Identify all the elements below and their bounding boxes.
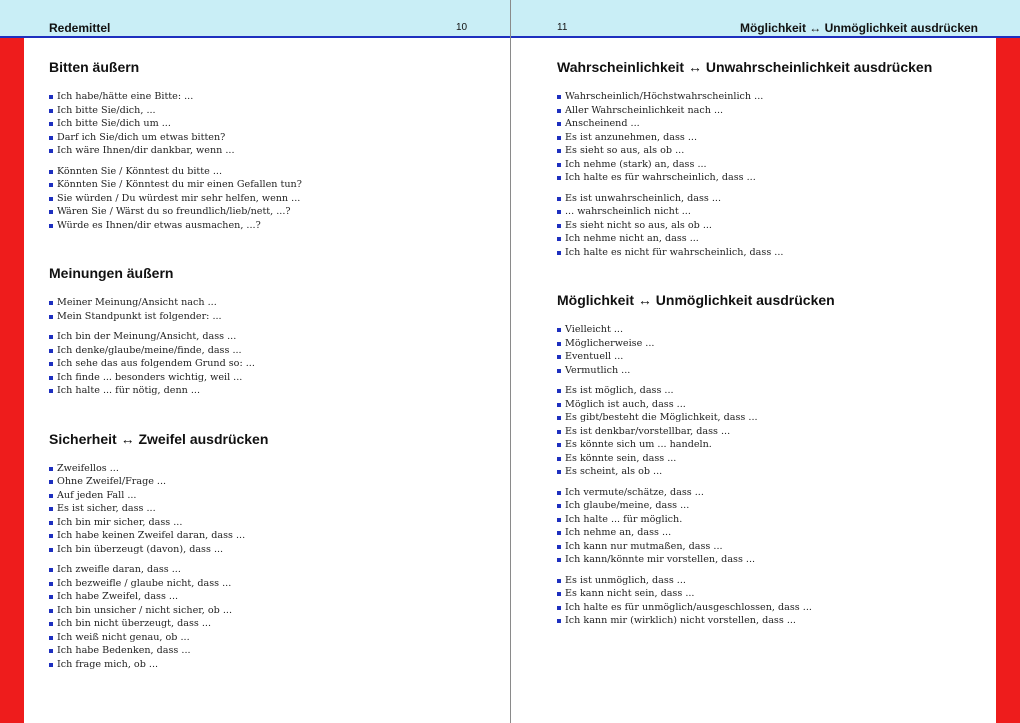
phrase-text: Es ist anzunehmen, dass ... bbox=[565, 131, 697, 143]
list-item bbox=[49, 590, 469, 604]
phrase-text: Es scheint, als ob ... bbox=[565, 466, 663, 477]
phrase-group bbox=[49, 330, 469, 398]
phrase-text: Ich halte es für wahrscheinlich, dass ... bbox=[565, 172, 756, 183]
square-bullet-icon bbox=[557, 403, 561, 407]
square-bullet-icon bbox=[49, 548, 53, 552]
list-item bbox=[49, 357, 469, 371]
phrase-text: Es könnte sein, dass ... bbox=[565, 452, 677, 464]
square-bullet-icon bbox=[49, 467, 53, 471]
square-bullet-icon bbox=[49, 595, 53, 599]
phrase-text: Es kann nicht sein, dass ... bbox=[565, 588, 695, 599]
list-item bbox=[557, 144, 977, 158]
phrase-text: Es gibt/besteht die Möglichkeit, dass ... bbox=[565, 412, 758, 423]
list-item bbox=[49, 502, 469, 516]
phrase-group bbox=[557, 90, 977, 185]
square-bullet-icon bbox=[557, 251, 561, 255]
phrase-text: Ich bin überzeugt (davon), dass ... bbox=[57, 543, 224, 555]
list-item bbox=[49, 165, 469, 179]
list-item bbox=[49, 563, 469, 577]
square-bullet-icon bbox=[557, 149, 561, 153]
phrase-text: Ich kann mir (wirklich) nicht vorstellen, dass ... bbox=[565, 615, 796, 626]
list-item bbox=[557, 526, 977, 540]
phrase-group bbox=[49, 90, 469, 158]
list-item bbox=[557, 587, 977, 601]
phrase-text: Ich halte ... für nötig, denn ... bbox=[57, 385, 200, 396]
list-item bbox=[49, 529, 469, 543]
right-page bbox=[510, 0, 1020, 723]
phrase-text: Es sieht so aus, als ob ... bbox=[565, 145, 685, 156]
list-item bbox=[49, 543, 469, 557]
phrase-text: Ich bin der Meinung/Ansicht, dass ... bbox=[57, 331, 237, 342]
section-title: Meinungen äußern bbox=[49, 265, 174, 281]
square-bullet-icon bbox=[557, 197, 561, 201]
square-bullet-icon bbox=[49, 136, 53, 140]
square-bullet-icon bbox=[49, 376, 53, 380]
phrase-text: Wären Sie / Wärst du so freundlich/lieb/nett, ...? bbox=[57, 206, 291, 217]
square-bullet-icon bbox=[49, 183, 53, 187]
left-red-margin-bar bbox=[0, 38, 24, 723]
square-bullet-icon bbox=[557, 389, 561, 393]
square-bullet-icon bbox=[49, 582, 53, 586]
phrase-text: Meiner Meinung/Ansicht nach ... bbox=[57, 297, 217, 308]
list-item bbox=[49, 489, 469, 503]
list-item bbox=[557, 452, 977, 466]
phrase-text: Ich nehme nicht an, dass ... bbox=[565, 233, 699, 244]
square-bullet-icon bbox=[557, 369, 561, 373]
list-item bbox=[557, 337, 977, 351]
phrase-text: Ohne Zweifel/Frage ... bbox=[57, 476, 167, 487]
phrase-text: Auf jeden Fall ... bbox=[57, 489, 137, 501]
list-item bbox=[557, 614, 977, 628]
list-item bbox=[49, 104, 469, 118]
square-bullet-icon bbox=[557, 210, 561, 214]
list-item bbox=[49, 192, 469, 206]
square-bullet-icon bbox=[49, 149, 53, 153]
phrase-text: Ich halte es für unmöglich/ausgeschlossen, dass ... bbox=[565, 601, 812, 613]
phrase-text: Möglich ist auch, dass ... bbox=[565, 398, 686, 410]
square-bullet-icon bbox=[49, 197, 53, 201]
square-bullet-icon bbox=[557, 545, 561, 549]
list-item bbox=[557, 465, 977, 479]
phrase-text: Ich finde ... besonders wichtig, weil ... bbox=[57, 371, 243, 383]
phrase-text: Ich glaube/meine, dass ... bbox=[565, 500, 690, 511]
list-item bbox=[49, 371, 469, 385]
list-item bbox=[49, 131, 469, 145]
phrase-text: Ich kann nur mutmaßen, dass ... bbox=[565, 540, 723, 552]
square-bullet-icon bbox=[49, 349, 53, 353]
phrase-text: Es ist unwahrscheinlich, dass ... bbox=[565, 192, 722, 204]
phrase-text: Ich habe Zweifel, dass ... bbox=[57, 591, 179, 602]
list-item bbox=[49, 516, 469, 530]
phrase-text: Ich nehme an, dass ... bbox=[565, 527, 672, 538]
phrase-text: Ich denke/glaube/meine/finde, dass ... bbox=[57, 344, 242, 356]
square-bullet-icon bbox=[49, 568, 53, 572]
phrase-text: Zweifellos ... bbox=[57, 462, 119, 474]
list-item bbox=[49, 462, 469, 476]
phrase-text: Ich wäre Ihnen/dir dankbar, wenn ... bbox=[57, 145, 235, 156]
square-bullet-icon bbox=[557, 518, 561, 522]
section bbox=[557, 58, 977, 259]
square-bullet-icon bbox=[49, 301, 53, 305]
phrase-text: Ich habe/hätte eine Bitte: ... bbox=[57, 91, 194, 102]
list-item bbox=[557, 513, 977, 527]
left-page-number: 10 bbox=[456, 22, 468, 33]
list-item bbox=[49, 219, 469, 233]
square-bullet-icon bbox=[557, 558, 561, 562]
section bbox=[49, 430, 469, 672]
square-bullet-icon bbox=[557, 163, 561, 167]
list-item bbox=[49, 384, 469, 398]
square-bullet-icon bbox=[557, 579, 561, 583]
square-bullet-icon bbox=[49, 534, 53, 538]
list-item bbox=[557, 499, 977, 513]
phrase-text: Würde es Ihnen/dir etwas ausmachen, ...? bbox=[57, 219, 261, 231]
list-item bbox=[49, 475, 469, 489]
right-red-margin-bar bbox=[996, 38, 1020, 723]
phrase-group bbox=[49, 165, 469, 233]
phrase-text: Könnten Sie / Könntest du mir einen Gefallen tun? bbox=[57, 179, 302, 190]
section-title: Bitten äußern bbox=[49, 59, 140, 75]
square-bullet-icon bbox=[557, 136, 561, 140]
phrase-text: Eventuell ... bbox=[565, 351, 624, 362]
phrase-text: Ich bin mir sicher, dass ... bbox=[57, 516, 183, 528]
square-bullet-icon bbox=[557, 224, 561, 228]
square-bullet-icon bbox=[49, 109, 53, 113]
list-item bbox=[557, 438, 977, 452]
square-bullet-icon bbox=[49, 122, 53, 126]
phrase-text: Ich nehme (stark) an, dass ... bbox=[565, 158, 707, 170]
phrase-text: Möglicherweise ... bbox=[565, 337, 655, 349]
phrase-text: Vielleicht ... bbox=[565, 324, 623, 335]
square-bullet-icon bbox=[557, 606, 561, 610]
square-bullet-icon bbox=[49, 95, 53, 99]
list-item bbox=[557, 246, 977, 260]
square-bullet-icon bbox=[49, 521, 53, 525]
list-item bbox=[557, 171, 977, 185]
section bbox=[49, 58, 469, 232]
list-item bbox=[557, 117, 977, 131]
square-bullet-icon bbox=[557, 619, 561, 623]
phrase-text: Es könnte sich um ... handeln. bbox=[565, 439, 712, 450]
phrase-text: Es ist möglich, dass ... bbox=[565, 385, 674, 396]
right-header-title: Möglichkeit ↔ Unmöglichkeit ausdrücken bbox=[739, 21, 978, 35]
square-bullet-icon bbox=[49, 362, 53, 366]
phrase-text: Vermutlich ... bbox=[565, 364, 631, 376]
phrase-text: Sie würden / Du würdest mir sehr helfen, wenn ... bbox=[57, 192, 301, 204]
list-item bbox=[49, 330, 469, 344]
phrase-text: Aller Wahrscheinlichkeit nach ... bbox=[565, 104, 724, 116]
list-item bbox=[557, 553, 977, 567]
phrase-text: Ich halte ... für möglich. bbox=[565, 513, 683, 525]
phrase-text: ... wahrscheinlich nicht ... bbox=[565, 206, 691, 217]
phrase-text: Ich bitte Sie/dich, ... bbox=[57, 104, 156, 116]
list-item bbox=[557, 411, 977, 425]
square-bullet-icon bbox=[557, 531, 561, 535]
list-item bbox=[49, 205, 469, 219]
phrase-text: Es ist unmöglich, dass ... bbox=[565, 574, 686, 586]
list-item bbox=[49, 117, 469, 131]
phrase-text: Anscheinend ... bbox=[565, 118, 640, 129]
list-item bbox=[557, 425, 977, 439]
section-title: Sicherheit ↔ Zweifel ausdrücken bbox=[49, 430, 269, 447]
square-bullet-icon bbox=[557, 416, 561, 420]
phrase-text: Ich bin nicht überzeugt, dass ... bbox=[57, 618, 212, 629]
square-bullet-icon bbox=[557, 122, 561, 126]
list-item bbox=[557, 574, 977, 588]
section bbox=[557, 291, 977, 628]
phrase-text: Ich bitte Sie/dich um ... bbox=[57, 118, 171, 129]
square-bullet-icon bbox=[557, 355, 561, 359]
square-bullet-icon bbox=[557, 109, 561, 113]
square-bullet-icon bbox=[557, 430, 561, 434]
square-bullet-icon bbox=[49, 210, 53, 214]
square-bullet-icon bbox=[557, 95, 561, 99]
list-item bbox=[49, 144, 469, 158]
phrase-text: Ich vermute/schätze, dass ... bbox=[565, 486, 704, 498]
list-item bbox=[557, 486, 977, 500]
list-item bbox=[557, 158, 977, 172]
square-bullet-icon bbox=[49, 649, 53, 653]
list-item bbox=[49, 178, 469, 192]
list-item bbox=[557, 384, 977, 398]
square-bullet-icon bbox=[49, 494, 53, 498]
square-bullet-icon bbox=[49, 224, 53, 228]
phrase-text: Ich zweifle daran, dass ... bbox=[57, 564, 181, 575]
square-bullet-icon bbox=[49, 636, 53, 640]
section bbox=[49, 264, 469, 398]
list-item bbox=[557, 323, 977, 337]
right-page-number: 11 bbox=[557, 22, 568, 33]
square-bullet-icon bbox=[557, 443, 561, 447]
square-bullet-icon bbox=[49, 663, 53, 667]
list-item bbox=[557, 232, 977, 246]
left-page-header bbox=[0, 0, 510, 38]
phrase-group bbox=[557, 574, 977, 628]
phrase-group bbox=[557, 192, 977, 260]
section-title: Möglichkeit ↔ Unmöglichkeit ausdrücken bbox=[557, 292, 835, 308]
right-page-header bbox=[511, 0, 1020, 38]
square-bullet-icon bbox=[49, 507, 53, 511]
list-item bbox=[49, 344, 469, 358]
square-bullet-icon bbox=[557, 504, 561, 508]
phrase-group bbox=[557, 323, 977, 377]
phrase-text: Ich habe Bedenken, dass ... bbox=[57, 645, 191, 656]
phrase-text: Könnten Sie / Könntest du bitte ... bbox=[57, 165, 223, 177]
phrase-group bbox=[557, 384, 977, 479]
square-bullet-icon bbox=[49, 609, 53, 613]
phrase-text: Es ist sicher, dass ... bbox=[57, 503, 156, 514]
phrase-text: Ich habe keinen Zweifel daran, dass ... bbox=[57, 530, 246, 541]
list-item bbox=[557, 131, 977, 145]
phrase-text: Es sieht nicht so aus, als ob ... bbox=[565, 219, 712, 231]
list-item bbox=[49, 577, 469, 591]
list-item bbox=[49, 90, 469, 104]
phrase-text: Ich frage mich, ob ... bbox=[57, 658, 159, 670]
square-bullet-icon bbox=[557, 491, 561, 495]
phrase-group bbox=[49, 462, 469, 557]
left-header-title: Redemittel bbox=[49, 21, 111, 35]
list-item bbox=[557, 219, 977, 233]
list-item bbox=[49, 604, 469, 618]
list-item bbox=[49, 644, 469, 658]
phrase-group bbox=[49, 296, 469, 323]
phrase-text: Ich weiß nicht genau, ob ... bbox=[57, 631, 190, 643]
phrase-text: Ich kann/könnte mir vorstellen, dass ... bbox=[565, 554, 756, 565]
section-title: Wahrscheinlichkeit ↔ Unwahrscheinlichkeit ausdrücken bbox=[557, 59, 933, 75]
list-item bbox=[557, 205, 977, 219]
list-item bbox=[49, 296, 469, 310]
list-item bbox=[557, 601, 977, 615]
right-page-content bbox=[557, 58, 977, 660]
square-bullet-icon bbox=[557, 470, 561, 474]
list-item bbox=[49, 631, 469, 645]
square-bullet-icon bbox=[49, 170, 53, 174]
square-bullet-icon bbox=[557, 237, 561, 241]
list-item bbox=[557, 364, 977, 378]
square-bullet-icon bbox=[557, 592, 561, 596]
square-bullet-icon bbox=[49, 480, 53, 484]
square-bullet-icon bbox=[49, 389, 53, 393]
square-bullet-icon bbox=[49, 335, 53, 339]
square-bullet-icon bbox=[557, 176, 561, 180]
phrase-group bbox=[49, 563, 469, 671]
list-item bbox=[557, 350, 977, 364]
square-bullet-icon bbox=[49, 315, 53, 319]
list-item bbox=[49, 617, 469, 631]
list-item bbox=[557, 398, 977, 412]
phrase-text: Ich sehe das aus folgendem Grund so: ... bbox=[57, 358, 255, 369]
phrase-text: Mein Standpunkt ist folgender: ... bbox=[57, 310, 222, 322]
list-item bbox=[557, 192, 977, 206]
phrase-text: Darf ich Sie/dich um etwas bitten? bbox=[57, 131, 226, 143]
left-page-content bbox=[49, 58, 469, 703]
square-bullet-icon bbox=[49, 622, 53, 626]
square-bullet-icon bbox=[557, 457, 561, 461]
phrase-text: Ich halte es nicht für wahrscheinlich, dass ... bbox=[565, 246, 784, 258]
phrase-text: Es ist denkbar/vorstellbar, dass ... bbox=[565, 425, 731, 437]
phrase-text: Ich bin unsicher / nicht sicher, ob ... bbox=[57, 604, 232, 616]
list-item bbox=[557, 104, 977, 118]
list-item bbox=[557, 540, 977, 554]
square-bullet-icon bbox=[557, 342, 561, 346]
phrase-text: Wahrscheinlich/Höchstwahrscheinlich ... bbox=[565, 91, 764, 102]
list-item bbox=[557, 90, 977, 104]
list-item bbox=[49, 658, 469, 672]
square-bullet-icon bbox=[557, 328, 561, 332]
phrase-text: Ich bezweifle / glaube nicht, dass ... bbox=[57, 577, 232, 589]
list-item bbox=[49, 310, 469, 324]
phrase-group bbox=[557, 486, 977, 567]
